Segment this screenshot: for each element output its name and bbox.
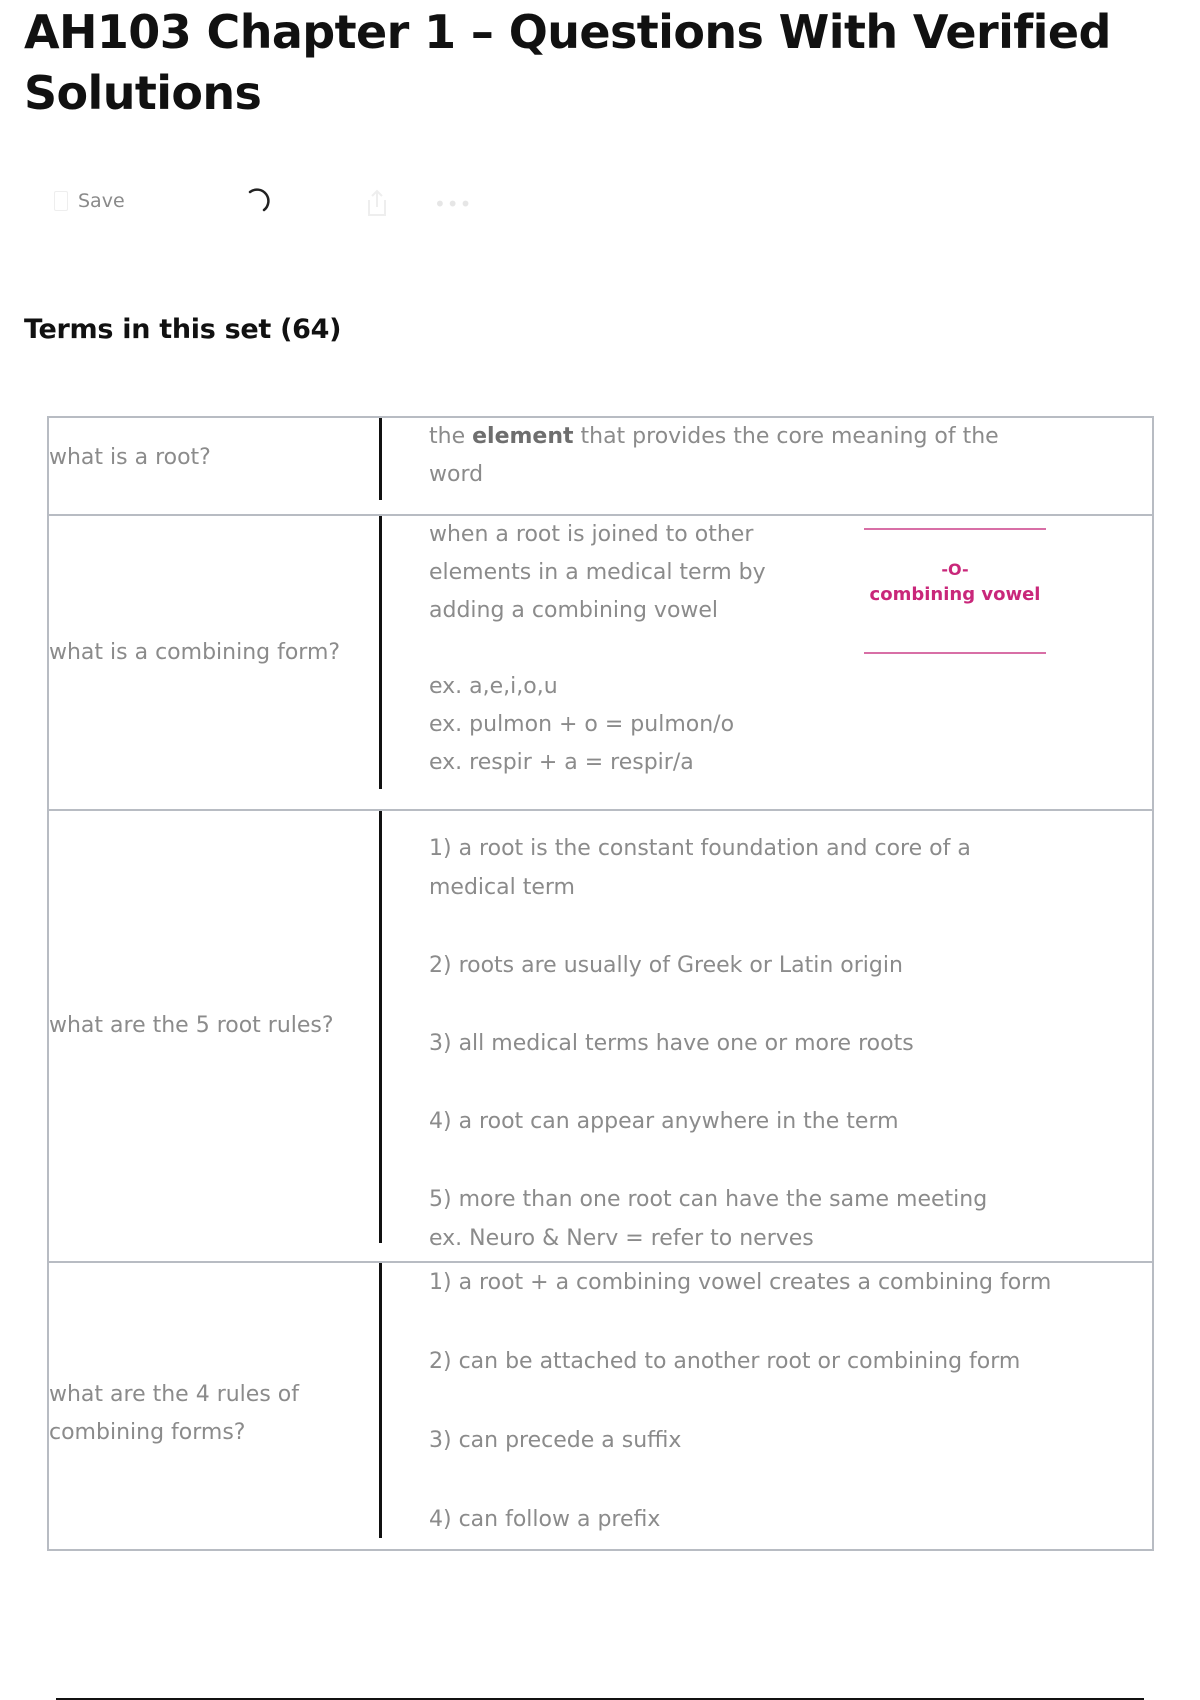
term-text: what is a combining form? <box>49 640 341 665</box>
combining-vowel-caption: combining vowel <box>869 584 1041 605</box>
definition-text: the element that provides the core meaning of the word <box>429 424 999 487</box>
share-icon[interactable] <box>364 188 390 218</box>
more-icon[interactable]: ••• <box>434 192 473 216</box>
spinner-icon <box>246 186 272 216</box>
definition-text: 1) a root is the constant foundation and core of a medical term 2) roots are usually of Greek or Latin origin 3) all medical terms have one or more roots 4) a root can appear anywhere in the term 5) more than one root can have the same meeting ex. Neuro & Nerv = refer to nerves <box>429 836 988 1251</box>
definition-text: 1) a root + a combining vowel creates a combining form 2) can be attached to another root or combining form 3) can precede a suffix 4) can follow a prefix <box>429 1270 1052 1532</box>
term-text: what is a root? <box>49 445 211 470</box>
row-divider <box>379 516 382 789</box>
row-divider <box>379 1263 382 1538</box>
terms-table <box>47 416 1154 1551</box>
term-row <box>49 418 1152 516</box>
term-row <box>49 516 1152 811</box>
page-title: AH103 Chapter 1 – Questions With Verified Solutions <box>24 5 1111 120</box>
save-label: Save <box>78 190 125 212</box>
term-text: what are the 4 rules of combining forms? <box>49 1382 299 1445</box>
save-button[interactable] <box>54 190 125 212</box>
term-row <box>49 811 1152 1263</box>
toolbar <box>54 190 554 226</box>
row-divider <box>379 811 382 1243</box>
terms-heading: Terms in this set (64) <box>24 314 342 345</box>
combining-vowel-image <box>864 526 1046 656</box>
definition-text: when a root is joined to other elements in a medical term by adding a combining vowel ex. a,e,i,o,u ex. pulmon + o = pulmon/o ex. respir + a = respir/a <box>429 522 766 775</box>
row-divider <box>379 418 382 500</box>
term-row <box>49 1263 1152 1549</box>
term-text: what are the 5 root rules? <box>49 1013 334 1038</box>
bookmark-icon <box>54 191 68 211</box>
combining-vowel-mark: -O- <box>941 560 969 579</box>
